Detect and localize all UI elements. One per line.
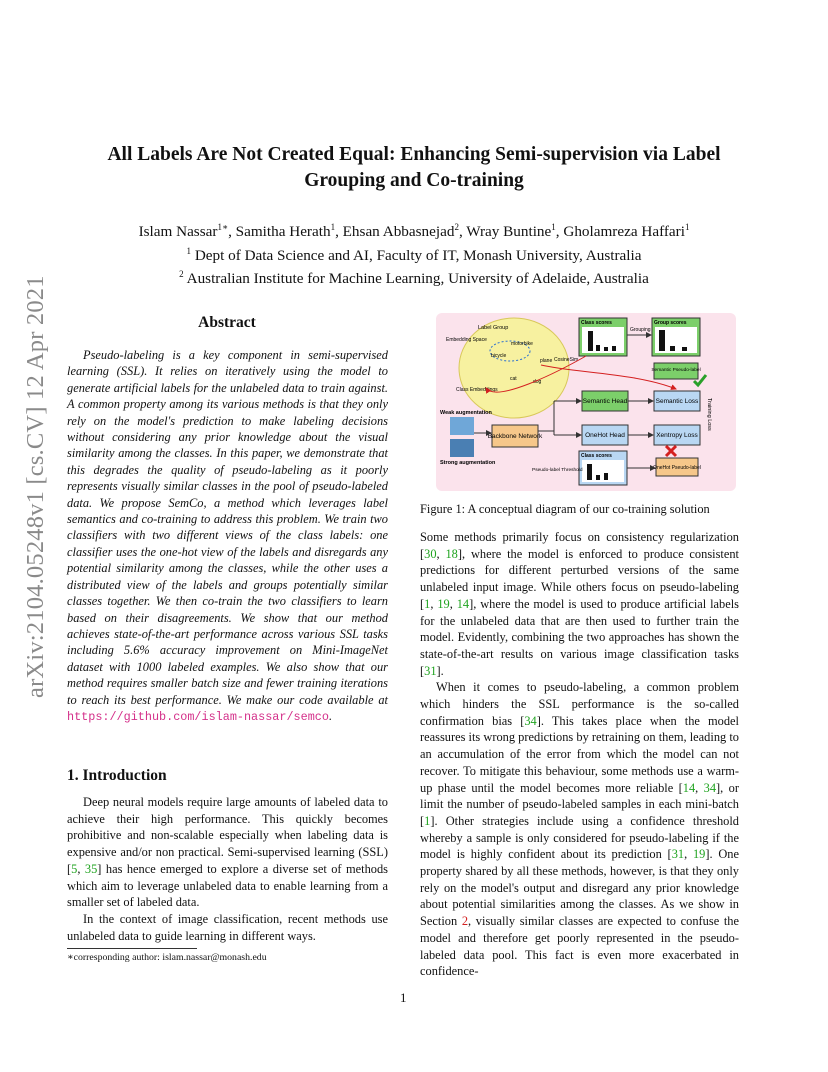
- citation-link[interactable]: 30: [424, 546, 437, 561]
- section-ref-link[interactable]: 2: [461, 914, 469, 929]
- citation-link[interactable]: 1: [424, 813, 431, 828]
- text: ], where the model is enforced to produce consistent predictions for different perturbed versions of the same unlabeled input image. While others focus on pseudo-labeling [: [420, 546, 739, 611]
- arxiv-sidebar: [22, 275, 49, 698]
- strong-aug-label: Strong augmentation: [440, 460, 496, 466]
- xentropy-loss-label: Xentropy Loss: [656, 432, 698, 439]
- section-heading-introduction: 1. Introduction: [67, 767, 167, 784]
- author-block: [60, 218, 768, 289]
- affiliation-1: [60, 242, 768, 266]
- bicycle-label: bicycle: [491, 353, 507, 359]
- text: ,: [449, 596, 457, 611]
- arxiv-identifier: arXiv:2104.05248v1 [cs.CV] 12 Apr 2021: [22, 275, 49, 698]
- figure-1: [436, 313, 736, 491]
- training-loss-label: Training Loss: [706, 398, 712, 431]
- text: ,: [436, 546, 446, 561]
- motorbike-label: motorbike: [511, 341, 533, 347]
- onehot-head-label: OneHot Head: [585, 432, 625, 439]
- affil-mark: 1: [186, 245, 192, 256]
- plane-label: plane: [540, 358, 553, 364]
- citation-link[interactable]: 31: [671, 847, 685, 862]
- abstract-heading: Abstract: [198, 314, 256, 331]
- affil-mark: 1: [217, 222, 222, 232]
- backbone-label: Backbone Network: [487, 433, 543, 440]
- affiliation-text: Australian Institute for Machine Learning, University of Adelaide, Australia: [183, 270, 649, 288]
- label-group-label: Label Group: [478, 325, 509, 331]
- affil-mark: 2: [454, 222, 459, 232]
- grouping-label: Grouping: [630, 327, 651, 333]
- citation-link[interactable]: 19: [692, 847, 706, 862]
- title-line-2: Grouping and Co-training: [304, 170, 524, 191]
- abstract-period: .: [328, 708, 333, 723]
- right-column: [420, 529, 739, 980]
- cosinesim-label: CosineSim: [554, 357, 579, 363]
- affiliation-2: [60, 265, 768, 289]
- abstract-text: Pseudo-labeling is a key component in semi-supervised learning (SSL). It relies on iteratively using the model to generate artificial labels for the unlabeled data to train against. A common property among its various methods is that they only rely on the model's prediction to make labeling decisions without considering any prior knowledge about the visual similarity among the classes. In this paper, we demonstrate that this degrades the quality of pseudo-labeling as it poorly represents visually similar classes in the pool of pseudo-labeled data. We propose SemCo, a method which leverages label semantics and co-training to address this problem. We train two classifiers with two different views of the class labels: one classifier uses the one-hot view of the labels and disregards any potential similarity among the classes, while the other uses a distributed view of the labels and groups potentially similar classes together. We then co-train the two classifiers to learn based on their disagreements. We show that our method achieves state-of-the-art performance across various SSL tasks including 5.6% accuracy improvement on Mini-ImageNet dataset with 1000 labeled examples. We also show that our method requires smaller batch size and fewer training iterations to reach its best performance. We make our code available at: [67, 348, 388, 707]
- class-embeddings-label: Class Embeddings: [456, 387, 498, 393]
- author-name: Islam Nassar: [138, 223, 218, 241]
- text: , visually similar classes are expected to confuse the model and therefore get poorly represented in the pseudo-labeled data pool. This fact is even more exacerbated in confidence-: [420, 914, 739, 979]
- embedding-space-label: Embedding Space: [446, 337, 487, 343]
- text: ]. One property shared by all these methods, however, is that they only rely on the model's output and disregard any prior knowledge about potential similarities among the classes. As we show in Section: [420, 847, 739, 929]
- semantic-head-label: Semantic Head: [582, 398, 628, 405]
- semantic-loss-label: Semantic Loss: [655, 398, 699, 405]
- pseudo-threshold-label: Pseudo-label Threshold: [532, 468, 583, 473]
- text: ,: [695, 780, 704, 795]
- text: ,: [430, 596, 438, 611]
- citation-link[interactable]: 19: [437, 596, 450, 611]
- footnote: ∗corresponding author: islam.nassar@monash.edu: [67, 952, 267, 963]
- citation-link[interactable]: 34: [524, 713, 537, 728]
- intro-left-column: [67, 794, 388, 944]
- paragraph: [420, 529, 739, 679]
- text: ] has hence emerged to explore a diverse set of methods which aim to leverage unlabeled data to enable learning from a smaller set of labeled data.: [67, 861, 388, 910]
- paragraph: [420, 679, 739, 980]
- class-scores-label-lower: Class scores: [581, 453, 612, 459]
- author-name: , Ehsan Abbasnejad: [335, 223, 455, 241]
- page-number: 1: [400, 990, 407, 1005]
- weak-aug-image: [450, 417, 474, 435]
- author-name: , Samitha Herath: [228, 223, 331, 241]
- author-list: [60, 218, 768, 242]
- citation-link[interactable]: 18: [445, 546, 458, 561]
- weak-aug-label: Weak augmentation: [440, 410, 492, 416]
- text: ]. Other strategies include using a confidence threshold whereby a sample is only considered for pseudo-labeling if the model is highly confident about its prediction [: [420, 813, 739, 862]
- paper-title: [60, 142, 768, 194]
- semantic-pseudo-label: Semantic Pseudo-label: [651, 368, 701, 373]
- corresponding-mark: ∗: [221, 222, 229, 232]
- citation-link[interactable]: 14: [682, 780, 696, 795]
- affil-mark: 1: [684, 222, 690, 232]
- embedding-space-circle: [459, 318, 569, 418]
- code-link[interactable]: https://github.com/islam-nassar/semco: [67, 709, 329, 724]
- text: Some methods primarily focus on consistency regularization [: [420, 530, 739, 561]
- citation-link[interactable]: 1: [424, 596, 431, 611]
- citation-link[interactable]: 14: [456, 596, 470, 611]
- author-name: , Gholamreza Haffari: [555, 223, 685, 241]
- citation-link[interactable]: 31: [424, 663, 437, 678]
- class-scores-label: Class scores: [581, 320, 612, 326]
- citation-link[interactable]: 5: [71, 861, 78, 876]
- affiliation-text: Dept of Data Science and AI, Faculty of IT, Monash University, Australia: [191, 246, 642, 264]
- cat-label: cat: [510, 376, 517, 382]
- figure-caption: Figure 1: A conceptual diagram of our co-training solution: [420, 502, 710, 516]
- text: ], or limit the number of pseudo-labeled samples in each mini-batch [: [420, 780, 739, 828]
- affil-mark: 2: [179, 269, 184, 280]
- text: ]. This takes place when the model reassures its wrong predictions by retraining on them, leading to an accumulation of the error from which the model can not recover. To mitigate this behaviour, some methods use a warm-up phase until the model becomes more reliable [: [420, 713, 740, 795]
- co-training-diagram: [436, 313, 736, 491]
- author-name: , Wray Buntine: [458, 223, 552, 241]
- text: When it comes to pseudo-labeling, a common problem which hinders the SSL performance is the so-called confirmation bias [: [420, 680, 739, 728]
- intro-paragraph-2: In the context of image classification, recent methods use unlabeled data to guide learning in different ways.: [67, 911, 388, 943]
- dog-label: dog: [533, 379, 542, 385]
- intro-paragraph-1: [67, 794, 388, 911]
- text: ].: [436, 663, 444, 678]
- text: Deep neural models require large amounts of labeled data to achieve their high performance. This quickly becomes prohibitive and non-scalable especially when labeling data is expensive and/or non practical. Semi-supervised learning (SSL) [: [67, 795, 388, 876]
- text: ], where the model is used to produce artificial labels for the unlabeled data that are then used to further train the model. Evidently, combining the two approaches has shown the state-of-the-art results on various image classification tasks [: [420, 596, 739, 678]
- text: ,: [684, 847, 693, 862]
- footnote-rule: [67, 948, 197, 949]
- onehot-pseudo-label: OneHot Pseudo-label: [653, 465, 701, 471]
- strong-aug-image: [450, 439, 474, 457]
- citation-link[interactable]: 34: [703, 780, 717, 795]
- title-line-1: All Labels Are Not Created Equal: Enhancing Semi-supervision via Label: [107, 144, 721, 165]
- abstract-body: [67, 347, 388, 725]
- citation-link[interactable]: 35: [84, 861, 98, 876]
- affil-mark: 1: [330, 222, 336, 232]
- affil-mark: 1: [551, 222, 556, 232]
- text: ,: [77, 861, 85, 876]
- group-scores-label: Group scores: [654, 320, 687, 326]
